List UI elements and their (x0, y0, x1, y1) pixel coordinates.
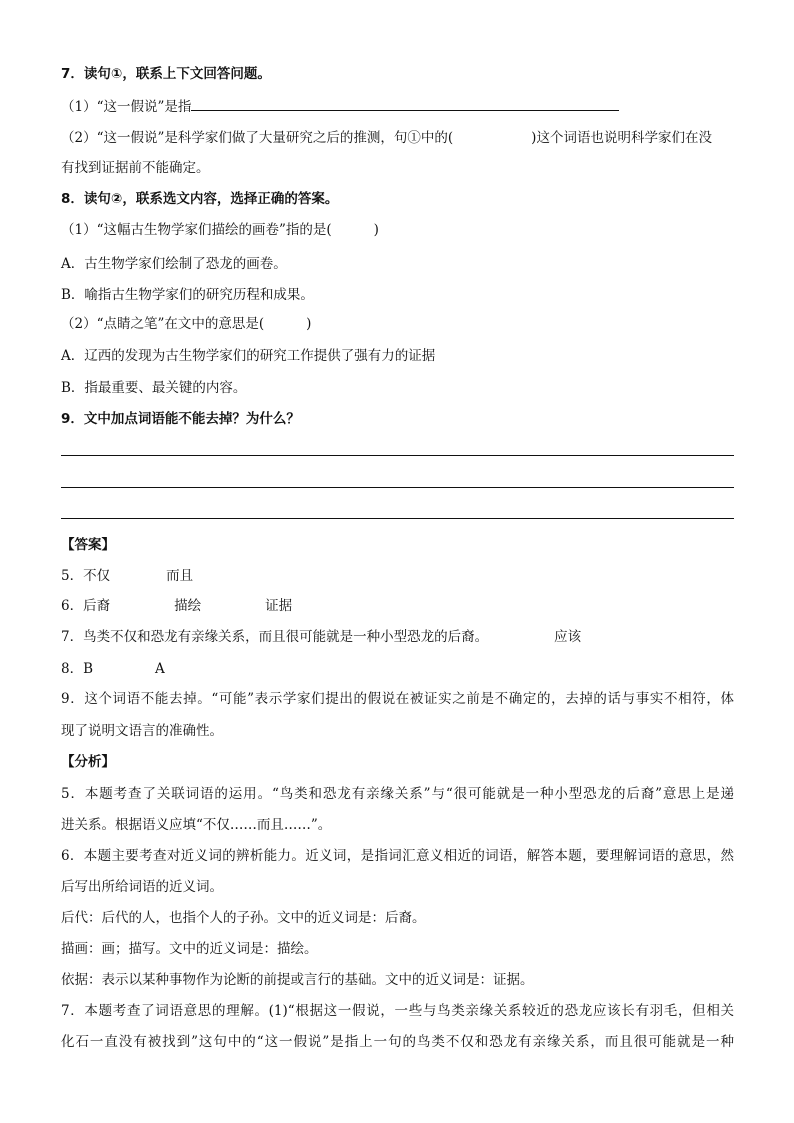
answer-blank-7-1[interactable] (191, 96, 619, 111)
answer-7-second: 应该 (554, 629, 582, 645)
question-7-sub2-prompt: （2）“这一假说”是科学家们做了大量研究之后的推测，句①中的( (61, 130, 454, 146)
option-8-2-a: A．辽西的发现为古生物学家们的研究工作提供了强有力的证据 (61, 348, 436, 364)
question-9-title: 9．文中加点词语能不能去掉？为什么？ (61, 411, 300, 427)
question-7-sub2 (61, 128, 712, 148)
option-8-1-a: A．古生物学家们绘制了恐龙的画卷。 (61, 256, 287, 272)
analysis-7-line1: 7．本题考查了词语意思的理解。(1)“根据这一假说，一些与鸟类亲缘关系较近的恐龙应该长有羽毛，但相关 (61, 1003, 734, 1019)
answer-5-first: 5．不仅 (61, 568, 111, 584)
answer-5 (61, 566, 193, 586)
answer-line-9-1[interactable] (61, 455, 734, 456)
analysis-6-synonym-a: 后代：后代的人，也指个人的子孙。文中的近义词是：后裔。 (61, 910, 426, 926)
answer-line-9-3[interactable] (61, 518, 734, 519)
question-7-sub1-prompt: （1）“这一假说”是指 (61, 99, 192, 115)
question-8-sub1 (61, 220, 379, 240)
question-7-sub1 (61, 96, 619, 117)
analysis-heading: 【分析】 (61, 754, 115, 770)
analysis-5-line2: 进关系。根据语义应填“不仅……而且……”。 (61, 817, 332, 833)
answer-8-first: 8．B (61, 661, 94, 677)
answer-7 (61, 627, 581, 647)
answer-5-second: 而且 (166, 568, 194, 584)
question-8-sub2-close: ) (306, 316, 312, 332)
option-8-2-b: B．指最重要、最关键的内容。 (61, 380, 247, 396)
analysis-6-line2: 后写出所给词语的近义词。 (61, 879, 223, 895)
question-7-sub2-cont: 有找到证据前不能确定。 (61, 160, 210, 176)
answer-9-line1: 9．这个词语不能去掉。“可能”表示学家们提出的假说在被证实之前是不确定的，去掉的话与事实不相符，体 (61, 691, 734, 707)
question-7-title: 7．读句①，联系上下文回答问题。 (61, 66, 271, 82)
analysis-6-synonym-c: 依据：表示以某种事物作为论断的前提或言行的基础。文中的近义词是：证据。 (61, 972, 534, 988)
analysis-7-line2: 化石一直没有被找到”这句中的“这一假说”是指上一句的鸟类不仅和恐龙有亲缘关系，而且很可能就是一种 (61, 1034, 734, 1050)
answer-8 (61, 659, 165, 679)
analysis-6-synonym-b: 描画：画；描写。文中的近义词是：描绘。 (61, 941, 318, 957)
question-8-sub1-prompt: （1）“这幅古生物学家们描绘的画卷”指的是( (61, 222, 332, 238)
analysis-6-line1: 6．本题主要考查对近义词的辨析能力。近义词，是指词汇意义相近的词语，解答本题，要理解词语的意思，然 (61, 848, 734, 864)
question-8-sub2 (61, 314, 311, 334)
answer-9-line2: 现了说明文语言的准确性。 (61, 723, 223, 739)
analysis-5-line1: 5．本题考查了关联词语的运用。“鸟类和恐龙有亲缘关系”与“很可能就是一种小型恐龙的后裔”意思上是递 (61, 786, 734, 802)
question-8-sub2-prompt: （2）“点睛之笔”在文中的意思是( (61, 316, 265, 332)
answer-6 (61, 596, 292, 616)
answer-7-first: 7．鸟类不仅和恐龙有亲缘关系，而且很可能就是一种小型恐龙的后裔。 (61, 629, 489, 645)
answer-6-third: 证据 (265, 598, 293, 614)
option-8-1-b: B．喻指古生物学家们的研究历程和成果。 (61, 287, 314, 303)
answer-6-first: 6．后裔 (61, 598, 111, 614)
answer-line-9-2[interactable] (61, 487, 734, 488)
answer-heading: 【答案】 (61, 537, 115, 553)
answer-6-second: 描绘 (174, 598, 202, 614)
question-8-title: 8．读句②，联系选文内容，选择正确的答案。 (61, 191, 339, 207)
question-7-sub2-suffix: )这个词语也说明科学家们在没 (531, 130, 712, 146)
answer-8-second: A (155, 661, 165, 677)
question-8-sub1-close: ) (373, 222, 379, 238)
